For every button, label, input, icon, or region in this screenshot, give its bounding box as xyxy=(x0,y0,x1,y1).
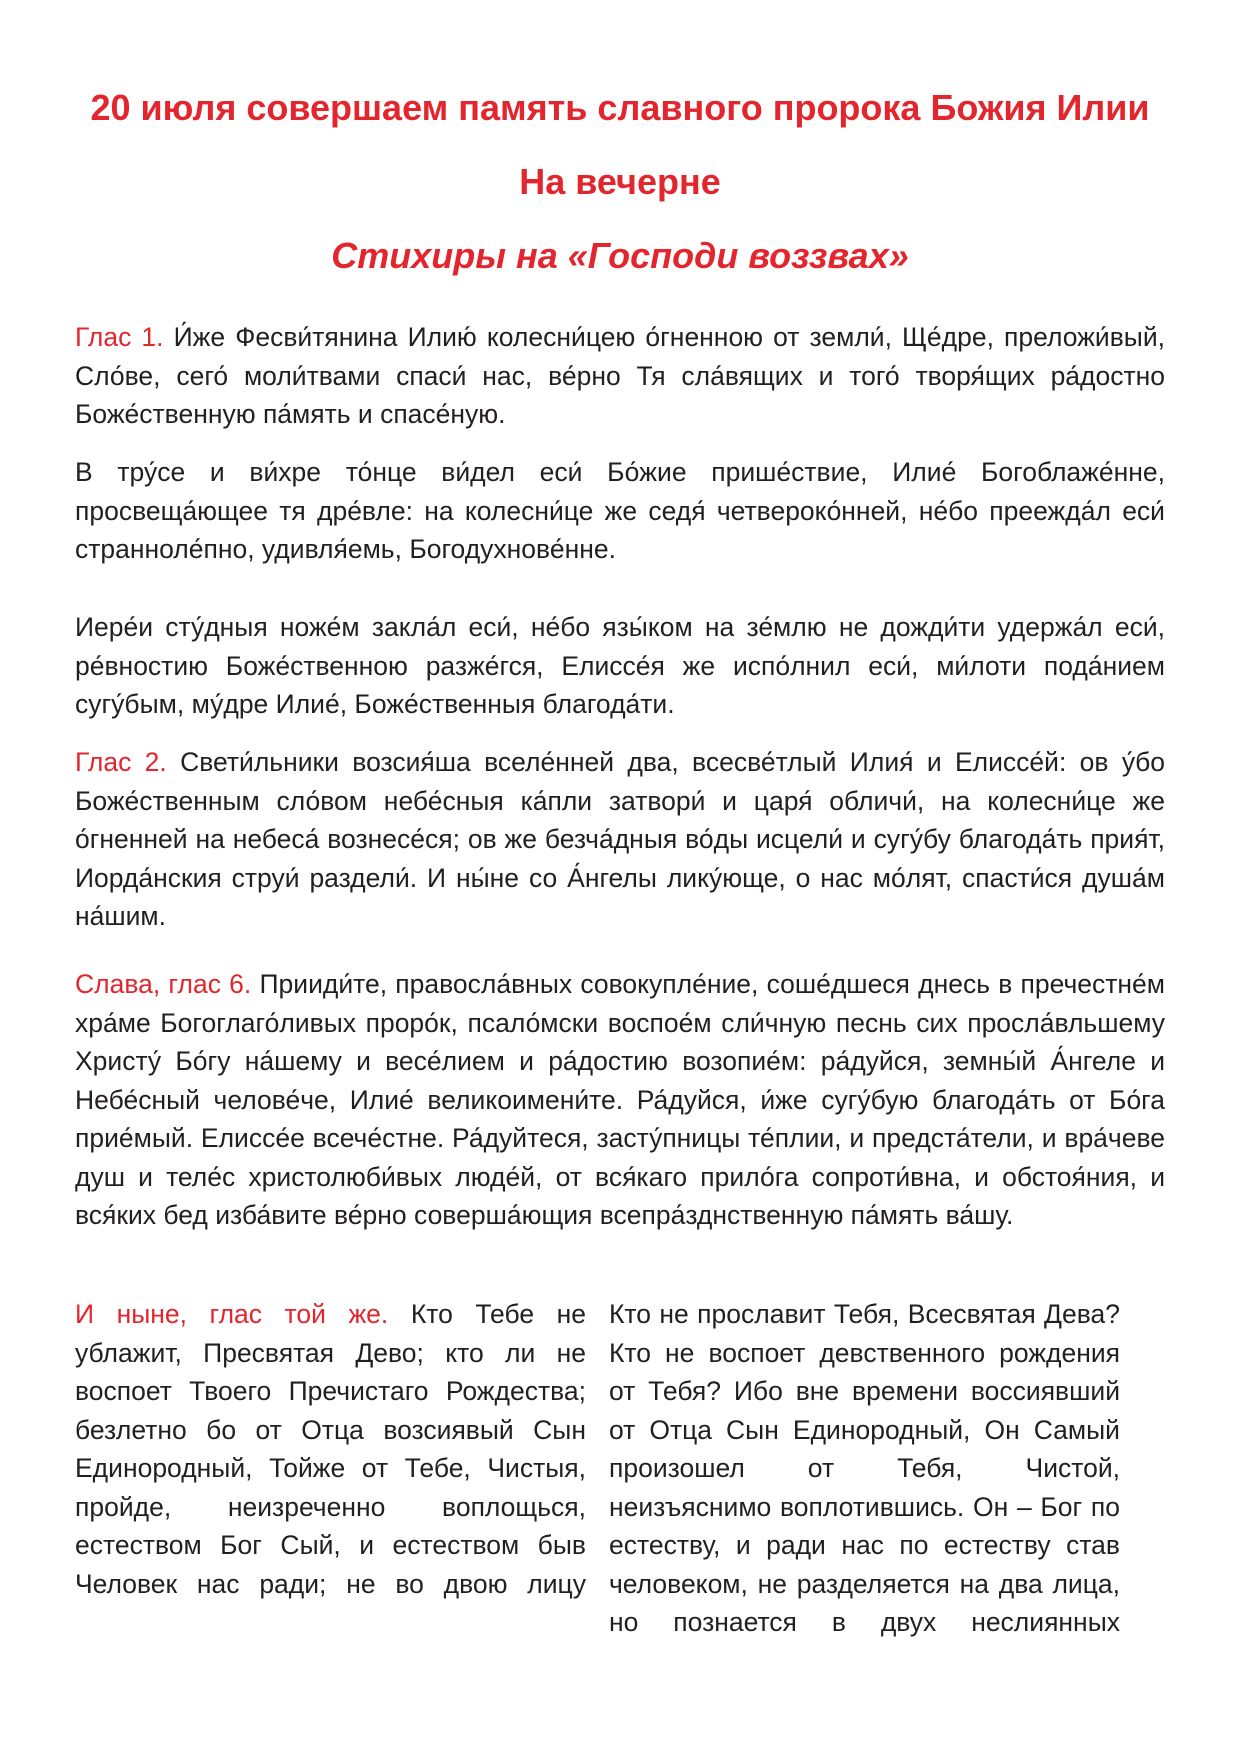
hymn-text: Иере́и сту́дныя ноже́м закла́л еси́, не́бо язы́ком на зе́млю не дожди́ти удержа́л еси́, ре́вностию Боже́ственною разже́гся, Елиссе́я же испо́лнил еси́, ми́лоти пода́нием сугу́бым, му́дре Илие́, Боже́ственныя благода́ти. xyxy=(75,612,1165,719)
stichera-paragraph xyxy=(75,453,1165,569)
tone-label: И ныне, глас той же. xyxy=(75,1299,389,1329)
theotokion-russian-column xyxy=(609,1295,1120,1642)
tone-label: Глас 1. xyxy=(75,322,164,352)
hymn-text: И́же Фесви́тянина Илию́ колесни́цею о́гненною от земли́, Ще́дре, преложи́вый, Сло́ве, сего́ моли́твами спаси́ нас, ве́рно Тя сла́вящих и того́ творя́щих ра́достно Боже́ственную па́мять и спасе́ную. xyxy=(75,322,1165,429)
stichera-paragraph xyxy=(75,608,1165,724)
translation-text: Кто не прославит Тебя, Всесвятая Дева? Кто не воспоет девственного рождения от Тебя? Ибо вне времени воссиявший от Отца Сын Единородный, Он Самый произошел от Тебя, Чистой, неизъяснимо воплотившись. Он – Бог по естеству, и ради нас по естеству став человеком, не разделяется на два лица, но познается в двух неслиянных xyxy=(609,1299,1120,1637)
hymn-text: Свети́льники возсия́ша вселе́нней два, всесве́тлый Илия́ и Елиссе́й: ов у́бо Боже́ственным сло́вом небе́сныя ка́пли затвори́ и царя́ обличи́, на колесни́це же о́гненней на небеса́ вознесе́ся; ов же безча́дныя во́ды исцели́ и сугу́бу благода́ть прия́т, Иорда́нския струи́ раздели́. И ны́не со А́нгелы лику́юще, о нас мо́лят, спасти́ся душа́м на́шим. xyxy=(75,747,1165,931)
theotokion-slavonic-column xyxy=(75,1295,586,1603)
hymn-text: Прииди́те, правосла́вных совокупле́ние, соше́дшеся днесь в пречестне́м хра́ме Богоглаго́ливых проро́к, псало́мски воспое́м сли́чную песнь сих просла́вльшему Христу́ Бо́гу на́шему и весе́лием и ра́достию возопие́м: ра́дуйся, земны́й А́нгеле и Небе́сный челове́че, Илие́ великоимени́те. Ра́дуйся, и́же сугу́бую благода́ть от Бо́га прие́мый. Елиссе́е всече́стне. Ра́дуйтеся, засту́пницы те́плии, и предста́тели, и вра́чеве душ и теле́с христолюби́вых люде́й, от вся́каго прило́га сопроти́вна, и обстоя́ния, и вся́ких бед изба́вите ве́рно соверша́ющия всепра́зднственную па́мять ва́шу. xyxy=(75,969,1165,1230)
page-title: 20 июля совершаем память славного пророка Божия Илии xyxy=(90,87,1150,128)
glory-tone-6 xyxy=(75,965,1165,1235)
hymn-text: Кто Тебе не ублажит, Пресвятая Дево; кто ли не воспоет Твоего Пречистаго Рождества; безлетно бо от Отца возсиявый Сын Единородный, Тойже от Тебе, Чистыя, пройде, неизреченно воплощься, естеством Бог Сый, и естеством быв Человек нас ради; не во двою лицу xyxy=(75,1299,586,1599)
hymn-text: В тру́се и ви́хре то́нце ви́дел еси́ Бо́жие прише́ствие, Илие́ Богоблаже́нне, просвеща́ющее тя дре́вле: на колесни́це же седя́ четвероко́нней, не́бо преежда́л еси́ странноле́пно, удивля́емь, Богодухнове́нне. xyxy=(75,457,1165,564)
stichera-tone-1 xyxy=(75,318,1165,434)
service-heading: На вечерне xyxy=(519,161,721,202)
section-heading: Стихиры на «Господи воззвах» xyxy=(331,235,909,276)
stichera-tone-2 xyxy=(75,743,1165,936)
tone-label: Глас 2. xyxy=(75,747,167,777)
tone-label: Слава, глас 6. xyxy=(75,969,252,999)
